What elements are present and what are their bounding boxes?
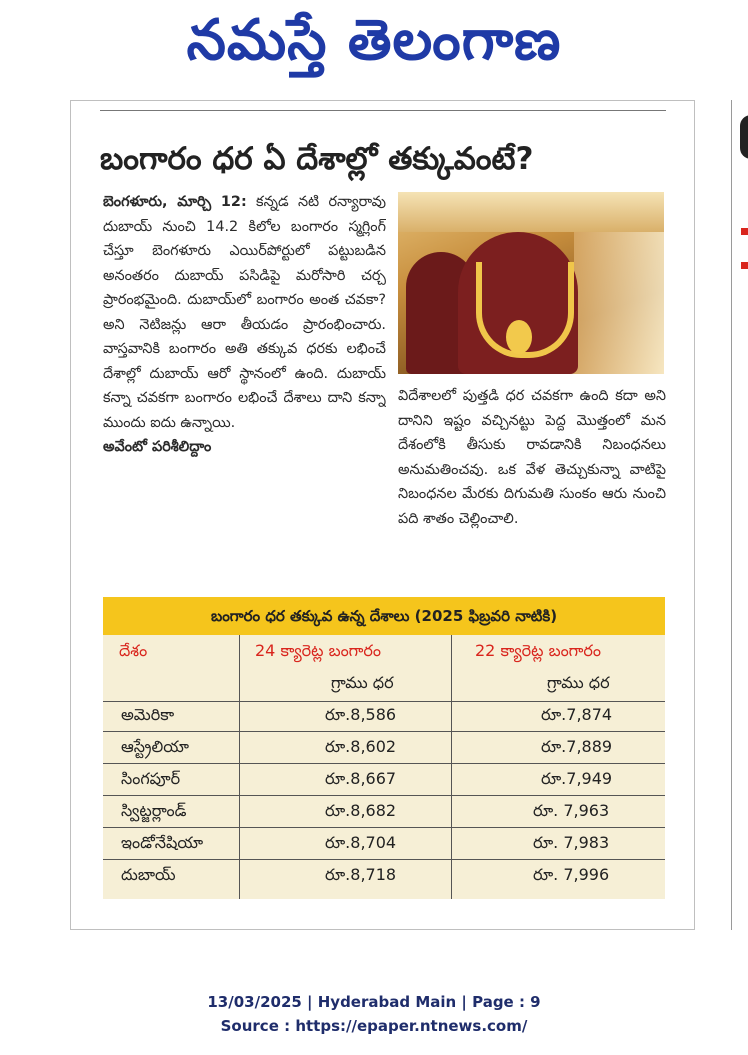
dateline: బెంగళూరు, మార్చి 12: xyxy=(103,194,247,210)
table-rule-5 xyxy=(103,859,665,860)
photo-shelf xyxy=(398,192,664,232)
red-bullet-icon xyxy=(741,262,748,269)
masthead xyxy=(0,0,748,82)
row-24-price: రూ.8,667 xyxy=(325,769,397,788)
row-24-price: రూ.8,718 xyxy=(325,865,397,884)
adjacent-article-strip xyxy=(731,100,748,930)
table-rule-2 xyxy=(103,763,665,764)
header-country: దేశం xyxy=(119,641,148,660)
table-rule-0 xyxy=(103,701,665,702)
row-22-price: రూ. 7,996 xyxy=(533,865,610,884)
top-divider xyxy=(100,110,666,111)
row-country: ఇండోనేషియా xyxy=(121,833,204,852)
row-country: అమెరికా xyxy=(121,705,175,724)
red-bullet-icon xyxy=(741,228,748,235)
row-22-price: రూ.7,889 xyxy=(541,737,613,756)
next-article-headline-cropped xyxy=(70,952,695,976)
article-left-column xyxy=(103,190,386,575)
jewellery-photo xyxy=(398,192,664,374)
row-24-price: రూ.8,586 xyxy=(325,705,397,724)
table-rule-1 xyxy=(103,731,665,732)
row-24-price: రూ.8,704 xyxy=(325,833,397,852)
gold-pendant xyxy=(506,320,532,354)
masthead-title: నమస్తే తెలంగాణ xyxy=(186,8,562,73)
table-title: బంగారం ధర తక్కువ ఉన్న దేశాలు (2025 ఫిబ్రవరి నాటికి) xyxy=(103,597,665,635)
row-country: ఆస్ట్రేలియా xyxy=(121,737,189,756)
header-24-unit: గ్రాము ధర xyxy=(331,673,394,692)
article-headline: బంగారం ధర ఏ దేశాల్లో తక్కువంటే? xyxy=(100,141,534,177)
page-footer xyxy=(0,990,748,1038)
left-column-closing: అవేంటో పరిశీలిద్దాం xyxy=(103,439,212,455)
header-22-carat: 22 క్యారెట్ల బంగారం xyxy=(475,641,602,660)
left-column-body: కన్నడ నటి రన్యారావు దుబాయ్ నుంచి 14.2 కిలోల బంగారం స్మగ్లింగ్ చేస్తూ బెంగళూరు ఎయిర్‌పోర్టులో పట్టుబడిన అనంతరం దుబాయ్ పసిడిపై మరోసారి చర్చ ప్రారంభమైంది. దుబాయ్‌లో బంగారం అంత చవకా? అని నెటిజన్లు ఆరా తీయడం ప్రారంభించారు. వాస్తవానికి బంగారం అతి తక్కువ ధరకు లభించే దేశాల్లో దుబాయ్ ఆరో స్థానంలో ఉంది. దుబాయ్ కన్నా చవకగా బంగారం లభించే దేశాలు దాని కన్నా ముందు ఐదు ఉన్నాయి. xyxy=(103,194,386,431)
article-right-column xyxy=(398,384,666,576)
row-22-price: రూ.7,949 xyxy=(541,769,613,788)
header-22-unit: గ్రాము ధర xyxy=(547,673,610,692)
gold-price-table xyxy=(103,597,665,899)
row-country: దుబాయ్ xyxy=(121,865,176,884)
adjacent-article-graphic xyxy=(740,115,748,159)
row-24-price: రూ.8,602 xyxy=(325,737,397,756)
photo-background-glow xyxy=(574,232,664,374)
right-column-body: విదేశాలలో పుత్తడి ధర చవకగా ఉంది కదా అని దానిని ఇష్టం వచ్చినట్టు పెద్ద మొత్తంలో మన దేశంలోకి తీసుకు రావడానికి నిబంధనలు అనుమతించవు. ఒక వేళ తెచ్చుకున్నా వాటిపై నిబంధనల మేరకు దిగుమతి సుంకం ఆరు నుంచి పది శాతం చెల్లించాలి. xyxy=(398,388,666,527)
row-22-price: రూ. 7,983 xyxy=(533,833,610,852)
row-22-price: రూ. 7,963 xyxy=(533,801,610,820)
row-22-price: రూ.7,874 xyxy=(541,705,613,724)
footer-date-edition: 13/03/2025 | Hyderabad Main | Page : 9 xyxy=(207,993,541,1011)
table-rule-3 xyxy=(103,795,665,796)
header-24-carat: 24 క్యారెట్ల బంగారం xyxy=(255,641,382,660)
row-country: స్విట్జర్లాండ్ xyxy=(121,801,187,820)
row-country: సింగపూర్ xyxy=(121,769,181,788)
table-rule-4 xyxy=(103,827,665,828)
footer-source: Source : https://epaper.ntnews.com/ xyxy=(220,1017,528,1035)
row-24-price: రూ.8,682 xyxy=(325,801,397,820)
